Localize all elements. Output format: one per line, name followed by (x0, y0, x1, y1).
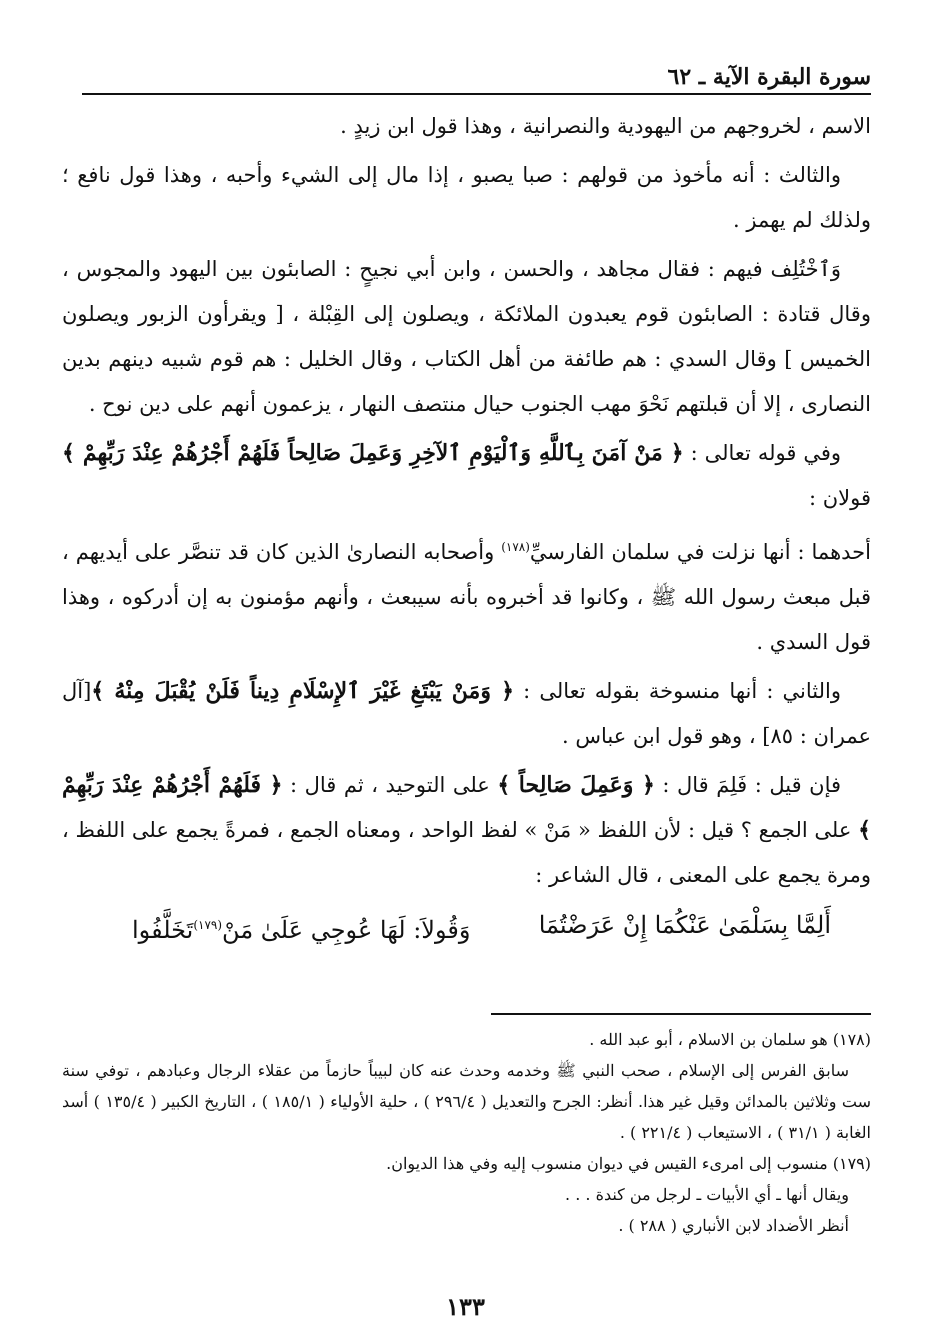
paragraph-text: على الجمع ؟ قيل : لأن اللفظ « مَنْ » لفظ الواحد ، ومعناه الجمع ، فمرةً يجمع على اللفظ ، ومرة يجمع على المعنى ، قال الشاعر : (62, 818, 871, 887)
footnote-178: (١٧٨) هو سلمان بن الاسلام ، أبو عبد الله . (589, 1030, 871, 1049)
paragraph-text: [آل عمران : ٨٥] ، وهو قول ابن عباس . (62, 679, 871, 748)
quran-quote: ﴿ فَلَهُمْ أَجْرُهُمْ عِنْدَ رَبِّهِمْ ﴾ (62, 772, 871, 843)
footnote-ref[interactable]: (١٧٨) (501, 540, 530, 554)
verse-text: وَقُولاَ: لَهَا عُوجِي عَلَىٰ مَنْ (222, 916, 471, 944)
paragraph (62, 763, 871, 898)
paragraph (62, 525, 871, 665)
running-header: سورة البقرة الآية ـ ٦٢ (667, 64, 871, 90)
paragraph-text: أحدهما : أنها نزلت في سلمان الفارسيِّ (529, 540, 871, 564)
footnotes (62, 1024, 871, 1241)
paragraph-text: وفي قوله تعالى : (683, 441, 842, 465)
footnote-179: (١٧٩) منسوب إلى امرىء القيس في ديوان منسوب إليه وفي هذا الديوان. (386, 1154, 871, 1173)
paragraph: وَٱخْتُلِف فيهم : فقال مجاهد ، والحسن ، وابن أبي نجيحٍ : الصابئون بين اليهود والمجوس ، وقال قتادة : الصابئون قوم يعبدون الملائكة ، ويصلون إلى القِبْلة ، [ ويقرأون الزبور ويصلون الخميس ] وقال السدي : هم طائفة من أهل الكتاب ، وقال الخليل : هم قوم شبيه دينهم بدين النصارى ، إلا أن قبلتهم نَحْوَ مهب الجنوب حيال منتصف النهار ، يزعمون أنهم على دين نوح . (62, 257, 871, 416)
main-text (62, 104, 871, 953)
quran-quote: ﴿ وَمَنْ يَبْتَغِ غَيْرَ ٱلإِسْلَامِ دِيناً فَلَنْ يُقْبَلَ مِنْهُ ﴾ (91, 678, 514, 704)
footnote-divider (491, 1013, 871, 1015)
paragraph-text: والثاني : أنها منسوخة بقوله تعالى : (513, 679, 841, 703)
footnote-178-body: سابق الفرس إلى الإسلام ، صحب النبي ﷺ وخدمه وحدث عنه كان لبيباً حازماً من عقلاء الرجال وعبادهم ، توفي سنة ست وثلاثين بالمدائن وقيل غير هذا. أنظر: الجرح والتعديل ( ٢٩٦/٤ ) ، حلية الأولياء ( ١٨٥/١ ) ، التاريخ الكبير ( ١٣٥/٤ ) أسد الغابة ( ٣١/١ ) ، الاستيعاب ( ٢٢١/٤ ) . (62, 1061, 871, 1142)
paragraph: الاسم ، لخروجهم من اليهودية والنصرانية ، وهذا قول ابن زيدٍ . (340, 114, 871, 138)
paragraph: والثالث : أنه مأخوذ من قولهم : صبا يصبو ، إذا مال إلى الشيء وأحبه ، وهذا قول نافع ؛ ولذلك لم يهمز . (62, 163, 871, 232)
footnote-ref[interactable]: (١٧٩) (193, 918, 223, 932)
paragraph-text: على التوحيد ، ثم قال : (282, 773, 498, 797)
paragraph-text: قولان : (808, 486, 871, 510)
paragraph-text: وأصحابه النصارىٰ الذين كان قد تنصَّر على أيديهم ، قبل مبعث رسول الله ﷺ ، وكانوا قد أخبروه بأنه سيبعث ، وأنهم مؤمنون به إن أدركوه ، وهذا قول السدي . (62, 540, 871, 654)
paragraph-text: فإن قيل : فَلِمَ قال : (654, 773, 842, 797)
header-divider (82, 93, 871, 95)
verse-first-hemistich: أَلِمَّا بِسَلْمَىٰ عَنْكُمَا إِنْ عَرَضْتُمَا (538, 911, 831, 939)
page-number: ١٣٣ (446, 1292, 485, 1321)
quran-quote: ﴿ وَعَمِلَ صَالِحاً ﴾ (497, 772, 655, 798)
paragraph (62, 431, 871, 521)
footnote-179-body: ويقال أنها ـ أي الأبيات ـ لرجل من كندة . . . (565, 1185, 849, 1204)
poetry-verse (62, 902, 871, 953)
footnote-179-source: أنظر الأضداد لابن الأنباري ( ٢٨٨ ) . (618, 1216, 849, 1235)
verse-text: تَخَلَّفُوا (132, 916, 194, 944)
paragraph (62, 669, 871, 759)
verse-second-hemistich (132, 902, 470, 953)
quran-quote: ﴿ مَنْ آمَنَ بِٱللَّهِ وَٱلْيَوْمِ ٱلآخِرِ وَعَمِلَ صَالِحاً فَلَهُمْ أَجْرُهُمْ عِنْدَ رَبِّهِمْ ﴾ (62, 440, 684, 466)
